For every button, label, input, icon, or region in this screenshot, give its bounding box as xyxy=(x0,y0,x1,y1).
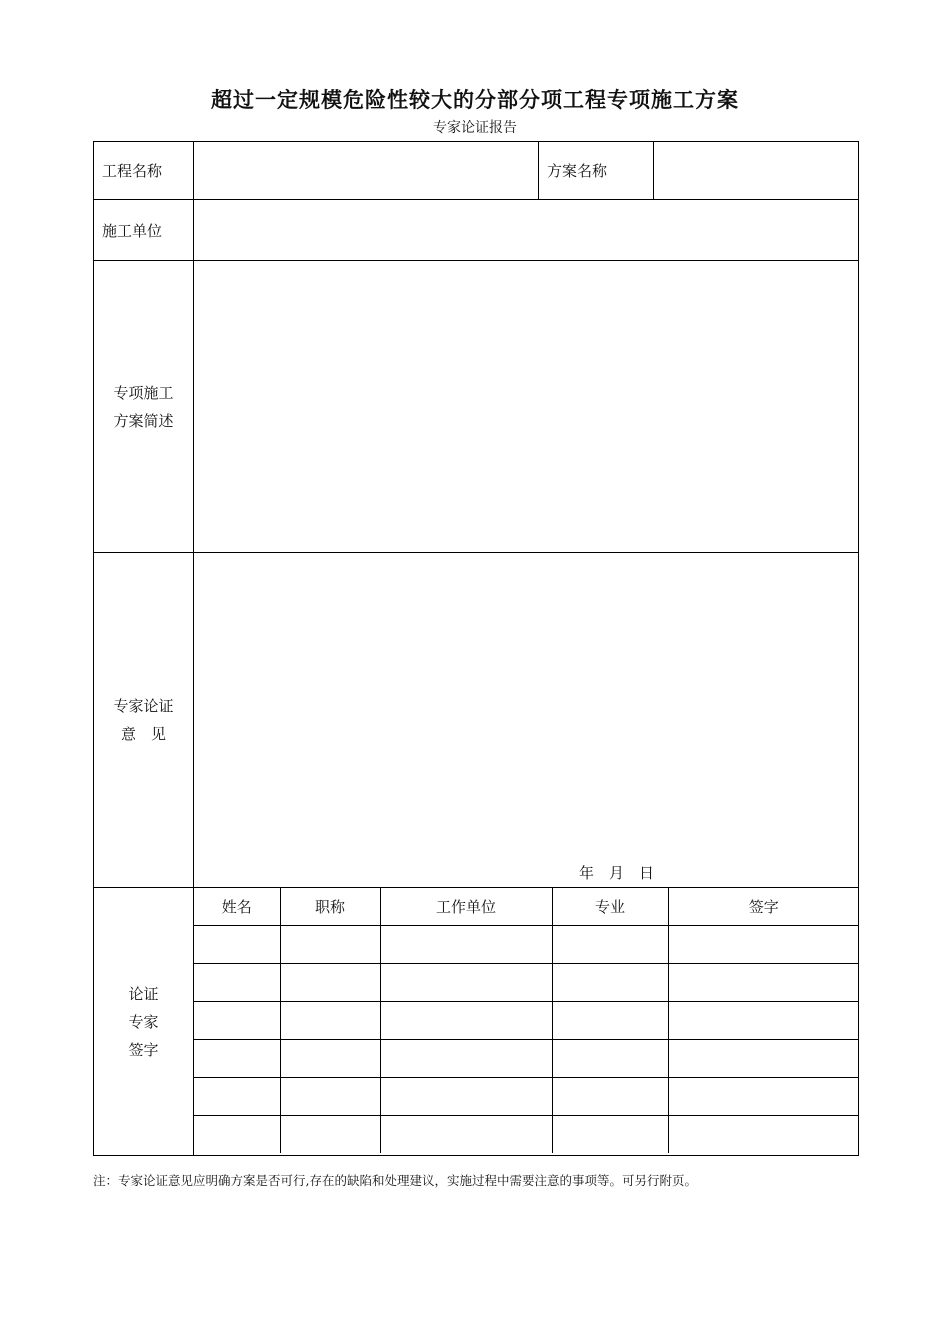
expert-signature-cell[interactable] xyxy=(668,964,859,1002)
plan-summary-label xyxy=(94,261,194,553)
expert-signature-cell[interactable] xyxy=(668,1002,859,1040)
document-subtitle: 专家论证报告 xyxy=(433,120,517,136)
header-signature: 签字 xyxy=(668,888,859,926)
expert-employer-cell[interactable] xyxy=(380,1002,552,1040)
table-row xyxy=(194,1116,859,1154)
expert-title-cell[interactable] xyxy=(280,1116,380,1154)
expert-specialty-cell[interactable] xyxy=(552,926,668,964)
expert-name-cell[interactable] xyxy=(194,926,280,964)
expert-title-cell[interactable] xyxy=(280,1078,380,1116)
opinion-date: 年 月 日 xyxy=(578,864,654,882)
expert-specialty-cell[interactable] xyxy=(552,1002,668,1040)
expert-opinion-label xyxy=(94,553,194,888)
expert-signature-label-line1: 论证 xyxy=(128,984,159,1003)
signature-header-row xyxy=(194,888,859,926)
contractor-field[interactable] xyxy=(194,200,859,261)
table-row xyxy=(194,1002,859,1040)
plan-name-field[interactable] xyxy=(654,142,859,200)
header-specialty: 专业 xyxy=(552,888,668,926)
expert-employer-cell[interactable] xyxy=(380,964,552,1002)
header-title: 职称 xyxy=(280,888,380,926)
expert-signature-label xyxy=(94,888,194,1156)
expert-employer-cell[interactable] xyxy=(380,1116,552,1154)
plan-summary-field[interactable] xyxy=(194,261,859,553)
table-row xyxy=(194,964,859,1002)
plan-summary-label-line2: 方案简述 xyxy=(113,411,174,430)
expert-signature-cell[interactable] xyxy=(668,1040,859,1078)
expert-opinion-label-line1: 专家论证 xyxy=(113,697,174,715)
expert-title-cell[interactable] xyxy=(280,1040,380,1078)
table-row xyxy=(194,926,859,964)
signature-table xyxy=(194,888,859,1153)
plan-summary-label-line1: 专项施工 xyxy=(113,383,174,402)
project-name-label: 工程名称 xyxy=(94,142,194,200)
expert-name-cell[interactable] xyxy=(194,1002,280,1040)
expert-opinion-label-line2: 意 见 xyxy=(120,725,166,743)
expert-name-cell[interactable] xyxy=(194,1078,280,1116)
expert-specialty-cell[interactable] xyxy=(552,1040,668,1078)
expert-signature-label-line2: 专家 xyxy=(128,1012,159,1031)
header-employer: 工作单位 xyxy=(380,888,552,926)
expert-title-cell[interactable] xyxy=(280,926,380,964)
header-name: 姓名 xyxy=(194,888,280,926)
expert-signature-area xyxy=(194,888,859,1156)
expert-signature-label-line3: 签字 xyxy=(128,1040,159,1059)
expert-name-cell[interactable] xyxy=(194,1116,280,1154)
expert-signature-cell[interactable] xyxy=(668,926,859,964)
table-row xyxy=(194,1078,859,1116)
footnote: 注：专家论证意见应明确方案是否可行,存在的缺陷和处理建议，实施过程中需要注意的事项等。可另行附页。 xyxy=(93,1173,697,1188)
report-form xyxy=(93,141,859,1156)
expert-signature-cell[interactable] xyxy=(668,1116,859,1154)
expert-signature-cell[interactable] xyxy=(668,1078,859,1116)
contractor-label: 施工单位 xyxy=(94,200,194,261)
expert-specialty-cell[interactable] xyxy=(552,1116,668,1154)
expert-specialty-cell[interactable] xyxy=(552,1078,668,1116)
expert-name-cell[interactable] xyxy=(194,1040,280,1078)
expert-opinion-field[interactable] xyxy=(194,553,859,888)
expert-employer-cell[interactable] xyxy=(380,1078,552,1116)
expert-employer-cell[interactable] xyxy=(380,926,552,964)
document-title: 超过一定规模危险性较大的分部分项工程专项施工方案 xyxy=(211,88,739,112)
expert-name-cell[interactable] xyxy=(194,964,280,1002)
expert-title-cell[interactable] xyxy=(280,964,380,1002)
plan-name-label: 方案名称 xyxy=(539,142,654,200)
project-name-field[interactable] xyxy=(194,142,539,200)
table-row xyxy=(194,1040,859,1078)
expert-specialty-cell[interactable] xyxy=(552,964,668,1002)
expert-title-cell[interactable] xyxy=(280,1002,380,1040)
expert-employer-cell[interactable] xyxy=(380,1040,552,1078)
